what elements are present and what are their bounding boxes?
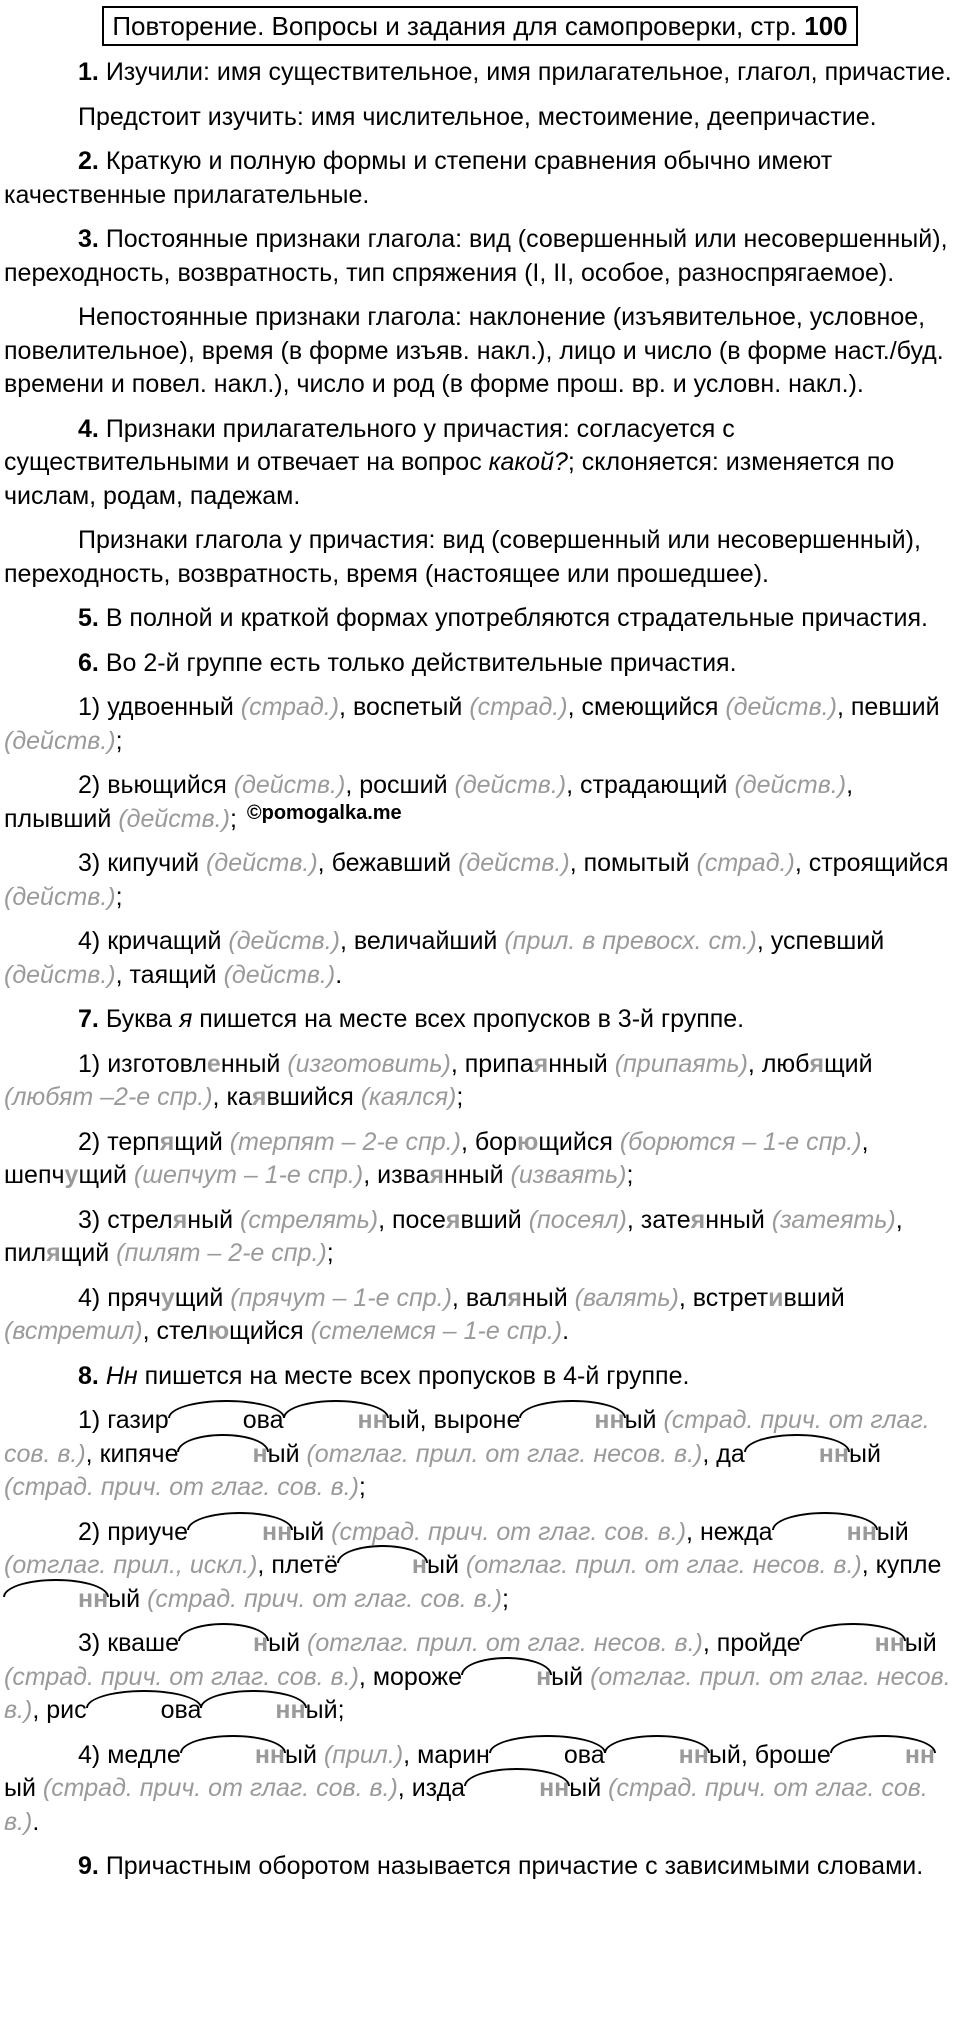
grammar-note: (действ.) <box>4 882 116 911</box>
text-span: изготовл <box>107 1049 207 1078</box>
answer-text: Во 2-й группе есть только действительные причастия. <box>105 648 737 677</box>
text-span: 3) <box>78 849 101 877</box>
text-span: 3) <box>78 1629 101 1657</box>
text-span: пил <box>4 1239 47 1267</box>
grammar-note: (каялся) <box>360 1083 457 1111</box>
grammar-note: (шепчут – 1-е спр.) <box>133 1161 364 1189</box>
grammar-note: (действ.) <box>233 771 346 799</box>
highlighted-letter: нн <box>181 1739 285 1773</box>
text-span: вший <box>783 1283 845 1312</box>
text-span: щийся <box>229 1317 304 1345</box>
answer-number: 8. <box>78 1361 99 1390</box>
highlighted-letter: я <box>172 1205 188 1234</box>
text-span: таящий <box>129 960 217 989</box>
grammar-note: (действ.) <box>725 693 837 721</box>
text-span: вал <box>465 1283 508 1312</box>
answer-4 <box>4 413 956 514</box>
grammar-note: (любят –2-е спр.) <box>4 1083 213 1111</box>
text-span: ый <box>904 1629 937 1657</box>
highlighted-letter: я <box>533 1049 549 1078</box>
grammar-note: (страд. прич. от глаг. сов. в.) <box>42 1774 398 1802</box>
grammar-note: (валять) <box>574 1283 679 1312</box>
grammar-note: (посеял) <box>528 1205 627 1234</box>
highlighted-letter: я <box>251 1083 267 1111</box>
answer-text: Изучили: имя существительное, имя прилагательное, глагол, причастие. <box>105 58 952 86</box>
text-span: ый <box>305 1696 338 1724</box>
text-span: встрет <box>692 1283 769 1312</box>
text-span: успевший <box>770 927 885 955</box>
text-span: щий <box>824 1049 873 1078</box>
header-text: Повторение. Вопросы и задания для самопроверки, стр. <box>112 11 798 41</box>
grammar-note: (изготовить) <box>287 1049 451 1078</box>
page-header <box>102 6 857 46</box>
highlighted-letter: нн <box>605 1739 709 1773</box>
highlighted-letter: я <box>445 1205 461 1234</box>
italic-text: я <box>178 1005 193 1033</box>
text-span: помытый <box>583 849 690 877</box>
highlighted-letter: н <box>338 1549 427 1583</box>
text-span: бор <box>474 1127 517 1156</box>
header-wrap <box>4 6 956 46</box>
text-span: посе <box>392 1205 446 1234</box>
text-span: пишется на месте всех пропусков в 3-й группе. <box>199 1005 745 1033</box>
text-span: вший <box>460 1205 522 1234</box>
answer-number: 1. <box>78 58 99 86</box>
text-span: броше <box>754 1740 831 1769</box>
grammar-note: (страд. прич. от глаг. сов. в.) <box>4 1774 928 1836</box>
grammar-note: (борются – 1-е спр.) <box>619 1127 862 1156</box>
answer-9 <box>4 1850 956 1884</box>
text-span: певший <box>850 693 940 721</box>
text-span: нный <box>705 1205 765 1234</box>
text-span: ый <box>267 1439 300 1468</box>
grammar-note: (страд. прич. от глаг. сов. в.) <box>331 1517 687 1546</box>
text-span: нный <box>220 1049 281 1078</box>
text-span: мороже <box>372 1662 463 1691</box>
grammar-note: (действ.) <box>118 804 230 833</box>
answer-8-item-4: 4) медле нный (прил.), марин ова нный, броше нный (страд. прич. от глаг. сов. в.), изда нный (страд. прич. от глаг. сов. в.). <box>4 1740 936 1836</box>
text-span: бежавший <box>331 849 452 877</box>
highlighted-letter: нн <box>520 1404 624 1438</box>
text-span: ый <box>292 1517 325 1546</box>
grammar-note: (отглаг. прил. от глаг. несов. в.) <box>306 1439 703 1468</box>
text-span: 2) <box>78 771 101 799</box>
italic-text: Нн <box>105 1361 138 1390</box>
text-span: 2) <box>78 1127 101 1156</box>
text-span: вьющийся <box>107 771 227 799</box>
answer-number: 5. <box>78 604 99 632</box>
grammar-note: (изваять) <box>510 1161 627 1189</box>
answer-text: Краткую и полную формы и степени сравнения обычно имеют качественные прилагательные. <box>4 147 833 209</box>
answer-text: ; склоняется: изменяется по числам, родам, падежам. <box>4 448 895 510</box>
text-span: росший <box>359 771 448 799</box>
text-span: смеющийся <box>581 693 719 721</box>
answer-7-item-1: 1) изготовленный (изготовить), припаянный (припаять), любящий (любят –2-е спр.), каявшийся (каялся); <box>4 1049 873 1111</box>
text-span: кипучий <box>107 849 200 877</box>
text-span: ный <box>187 1205 234 1234</box>
text-span: величайший <box>353 927 498 955</box>
text-span: припа <box>464 1049 534 1078</box>
text-span: удвоенный <box>107 693 234 721</box>
text-span: терп <box>107 1127 160 1156</box>
grammar-note: (прил.) <box>323 1740 404 1769</box>
header-page-number: 100 <box>804 11 848 41</box>
suffix-marked: ова <box>490 1739 605 1773</box>
grammar-note: (пилят – 2-е спр.) <box>116 1239 327 1267</box>
answer-1 <box>4 56 956 90</box>
highlighted-letter: я <box>690 1205 706 1234</box>
text-span: ный <box>521 1283 568 1312</box>
answer-text: Причастным оборотом называется причастие с зависимыми словами. <box>105 1852 924 1880</box>
grammar-note: (отглаг. прил., искл.) <box>4 1551 258 1579</box>
answer-text: Предстоит изучить: имя числительное, местоимение, деепричастие. <box>78 102 877 131</box>
grammar-note: (затеять) <box>771 1205 896 1234</box>
answer-7-item-3: 3) стреляный (стрелять), посеявший (посеял), затеянный (затеять), пилящий (пилят – 2-е спр.); <box>4 1205 903 1267</box>
answer-4-part2 <box>4 524 956 591</box>
text-span: щий <box>174 1283 224 1312</box>
answer-1-part2 <box>4 101 956 135</box>
answer-8-item-2: 2) приуче нный (страд. прич. от глаг. сов. в.), нежда нный (отглаг. прил., искл.), плетё ный (отглаг. прил. от глаг. несов. в.), купленный (страд. прич. от глаг. сов. в.); <box>4 1516 956 1617</box>
text-span: нный <box>444 1161 504 1189</box>
answer-6-item-3: 3) кипучий (действ.), бежавший (действ.), помытый (страд.), строящийся (действ.); <box>4 849 949 911</box>
text-span: ый <box>876 1517 909 1546</box>
highlighted-letter: е <box>206 1049 221 1078</box>
text-span: марин <box>417 1740 490 1769</box>
text-span: ый <box>4 1774 36 1802</box>
text-span: 1) <box>78 693 101 721</box>
text-span: шепч <box>4 1161 65 1189</box>
answer-7-item-4: 4) прячущий (прячут – 1-е спр.), валяный (валять), встретивший (встретил), стелющийся (стелемся – 1-е спр.). <box>4 1283 845 1345</box>
text-span: 1) <box>78 1049 101 1078</box>
text-span: изва <box>377 1161 430 1189</box>
text-span: ый <box>569 1774 602 1802</box>
text-span: стрел <box>107 1205 173 1234</box>
text-span: щий <box>78 1161 127 1189</box>
text-span: страдающий <box>580 771 728 799</box>
question-word: какой? <box>488 448 568 476</box>
text-span: плывший <box>4 804 112 833</box>
grammar-note: (действ.) <box>454 771 567 799</box>
text-span: щий <box>174 1127 223 1156</box>
grammar-note: (припаять) <box>614 1049 748 1078</box>
grammar-note: (отглаг. прил. от глаг. несов. в.) <box>4 1662 951 1724</box>
grammar-note: (терпят – 2-е спр.) <box>229 1127 461 1156</box>
text-span: ый <box>285 1740 317 1769</box>
text-span: ый <box>848 1439 881 1468</box>
text-span: ый <box>426 1551 459 1579</box>
answer-6-item-4: 4) кричащий (действ.), величайший (прил. в превосх. ст.), успевший (действ.), таящий (действ.). <box>4 927 885 989</box>
text-span: ый <box>708 1740 741 1769</box>
grammar-note: (страд. прич. от глаг. сов. в.) <box>4 1406 930 1468</box>
answer-6-item-2: 2) вьющийся (действ.), росший (действ.), страдающий (действ.), плывший (действ.); $^{©pomogalka.me}$ <box>4 771 854 833</box>
answer-text: Постоянные признаки глагола: вид (совершенный или несовершенный), переходность, возвратность, тип спряжения (I, II, особое, разноспрягаемое). <box>4 225 948 287</box>
highlighted-letter: я <box>809 1049 825 1078</box>
text-span: ый <box>108 1584 141 1613</box>
answer-3-part2 <box>4 301 956 402</box>
highlighted-letter: нн <box>465 1772 569 1806</box>
answer-number: 2. <box>78 147 99 175</box>
grammar-note: (страд. прич. от глаг. сов. в.) <box>147 1584 502 1613</box>
text-span: кипяче <box>99 1439 179 1468</box>
highlighted-letter: я <box>429 1161 445 1189</box>
text-span: пряч <box>107 1283 161 1312</box>
highlighted-letter: нн <box>284 1404 388 1438</box>
text-span: воспетый <box>352 693 463 721</box>
grammar-note: (страд.) <box>240 693 340 721</box>
watermark: ©pomogalka.me <box>246 801 402 824</box>
highlighted-letter: я <box>46 1239 61 1267</box>
text-span: выроне <box>433 1406 521 1434</box>
text-span: приуче <box>107 1517 189 1546</box>
text-span: пройде <box>716 1629 801 1657</box>
answer-text: Признаки прилагательного у причастия: согласуется с существительными и отвечает на вопрос <box>4 414 735 476</box>
highlighted-letter: я <box>159 1127 175 1156</box>
highlighted-letter: ю <box>517 1127 539 1156</box>
highlighted-letter: н <box>178 1438 267 1472</box>
grammar-note: (действ.) <box>4 726 116 755</box>
text-span: рис <box>46 1696 87 1724</box>
answer-7 <box>4 1003 956 1037</box>
grammar-note: (страд. прич. от глаг. сов. в.) <box>4 1662 359 1691</box>
text-span: плетё <box>271 1551 338 1579</box>
text-span: ка <box>226 1083 252 1111</box>
grammar-note: (отглаг. прил. от глаг. несов. в.) <box>465 1551 862 1579</box>
text-span: 4) <box>78 1740 101 1769</box>
grammar-note: (прил. в превосх. ст.) <box>504 927 757 955</box>
text-span: щий <box>60 1239 110 1267</box>
highlighted-letter: н <box>179 1627 268 1661</box>
answer-text: В полной и краткой формах употребляются страдательные причастия. <box>105 604 928 632</box>
text-span: 4) <box>78 1283 101 1312</box>
suffix-marked: ова <box>87 1694 202 1728</box>
grammar-note: (страд.) <box>469 693 568 721</box>
grammar-note: (действ.) <box>223 960 336 989</box>
answer-8-item-1: 1) газир ова нный, выроне нный (страд. прич. от глаг. сов. в.), кипяче ный (отглаг. прил. от глаг. несов. в.), да нный (страд. прич. от глаг. сов. в.); <box>4 1406 930 1501</box>
text-span: да <box>716 1439 745 1468</box>
answer-number: 4. <box>78 414 99 443</box>
answer-6-item-1: 1) удвоенный (страд.), воспетый (страд.), смеющийся (действ.), певший (действ.); <box>4 693 940 755</box>
answer-number: 3. <box>78 225 99 253</box>
highlighted-letter: у <box>160 1283 175 1312</box>
highlighted-letter: нн <box>201 1694 305 1728</box>
answer-3 <box>4 223 956 290</box>
grammar-note: (прячут – 1-е спр.) <box>230 1283 452 1312</box>
grammar-note: (стелемся – 1-е спр.) <box>310 1317 563 1345</box>
highlighted-letter: у <box>64 1161 79 1189</box>
text-span: 1) <box>78 1406 101 1434</box>
grammar-note: (действ.) <box>458 849 570 877</box>
text-span: зате <box>640 1205 691 1234</box>
grammar-note: (отглаг. прил. от глаг. несов. в.) <box>307 1629 703 1657</box>
highlighted-letter: нн <box>801 1627 905 1661</box>
text-span: строящийся <box>808 849 949 877</box>
text-span: люб <box>761 1049 810 1078</box>
grammar-note: (страд. прич. от глаг. сов. в.) <box>4 1473 359 1501</box>
highlighted-letter: я <box>507 1283 522 1312</box>
answer-number: 7. <box>78 1005 99 1033</box>
text-span: Буква <box>105 1005 173 1033</box>
suffix-marked: ова <box>169 1404 284 1438</box>
answer-number: 9. <box>78 1852 99 1880</box>
text-span: 2) <box>78 1517 101 1546</box>
text-span: газир <box>107 1406 169 1434</box>
text-span: кричащий <box>107 927 222 955</box>
grammar-note: (действ.) <box>4 960 116 989</box>
highlighted-letter: нн <box>188 1516 292 1550</box>
highlighted-letter: нн <box>831 1739 935 1773</box>
text-span: нный <box>548 1049 608 1078</box>
highlighted-letter: нн <box>4 1583 108 1617</box>
highlighted-letter: ю <box>207 1317 230 1345</box>
answer-text: Непостоянные признаки глагола: наклонение (изъявительное, условное, повелительное), время (в форме изъяв. накл.), лицо и число (в форме наст./буд. времени и повел. накл.), число и род (в форме прош. вр. и условн. накл.). <box>4 303 944 398</box>
highlighted-letter: н <box>462 1661 551 1695</box>
text-span: изда <box>411 1774 466 1802</box>
text-span: щийся <box>538 1127 613 1156</box>
grammar-note: (страд.) <box>696 849 795 877</box>
text-span: стел <box>156 1317 208 1345</box>
answer-7-item-2: 2) терпящий (терпят – 2-е спр.), борющийся (борются – 1-е спр.), шепчущий (шепчут – 1-е спр.), изваянный (изваять); <box>4 1127 869 1189</box>
grammar-note: (действ.) <box>228 927 340 955</box>
text-span: вшийся <box>266 1083 354 1111</box>
answer-text: Признаки глагола у причастия: вид (совершенный или несовершенный), переходность, возвратность, время (настоящее или прошедшее). <box>4 526 921 588</box>
text-span: ый <box>387 1406 420 1434</box>
answer-2 <box>4 145 956 212</box>
answer-number: 6. <box>78 648 99 677</box>
grammar-note: (действ.) <box>734 771 847 799</box>
grammar-note: (встретил) <box>4 1317 143 1345</box>
highlighted-letter: и <box>768 1283 784 1312</box>
highlighted-letter: нн <box>773 1516 877 1550</box>
grammar-note: (действ.) <box>206 849 318 877</box>
answer-8-item-3: 3) кваше ный (отглаг. прил. от глаг. несов. в.), пройде нный (страд. прич. от глаг. сов. в.), мороже ный (отглаг. прил. от глаг. несов. в.), рис ова нный; <box>4 1627 956 1728</box>
answer-8 <box>4 1360 956 1394</box>
grammar-note: (стрелять) <box>240 1205 379 1234</box>
text-span: нежда <box>699 1517 773 1546</box>
text-span: ый <box>268 1629 301 1657</box>
text-span: ый <box>551 1662 584 1691</box>
text-span: медле <box>107 1740 181 1769</box>
text-span: ый <box>624 1406 657 1434</box>
answer-5 <box>4 602 956 636</box>
text-span: пишется на месте всех пропусков в 4-й группе. <box>144 1361 690 1390</box>
highlighted-letter: нн <box>745 1438 849 1472</box>
text-span: 3) <box>78 1205 101 1234</box>
answer-6 <box>4 647 956 681</box>
text-span: купле <box>875 1551 942 1579</box>
text-span: 4) <box>78 927 101 955</box>
text-span: кваше <box>107 1629 179 1657</box>
